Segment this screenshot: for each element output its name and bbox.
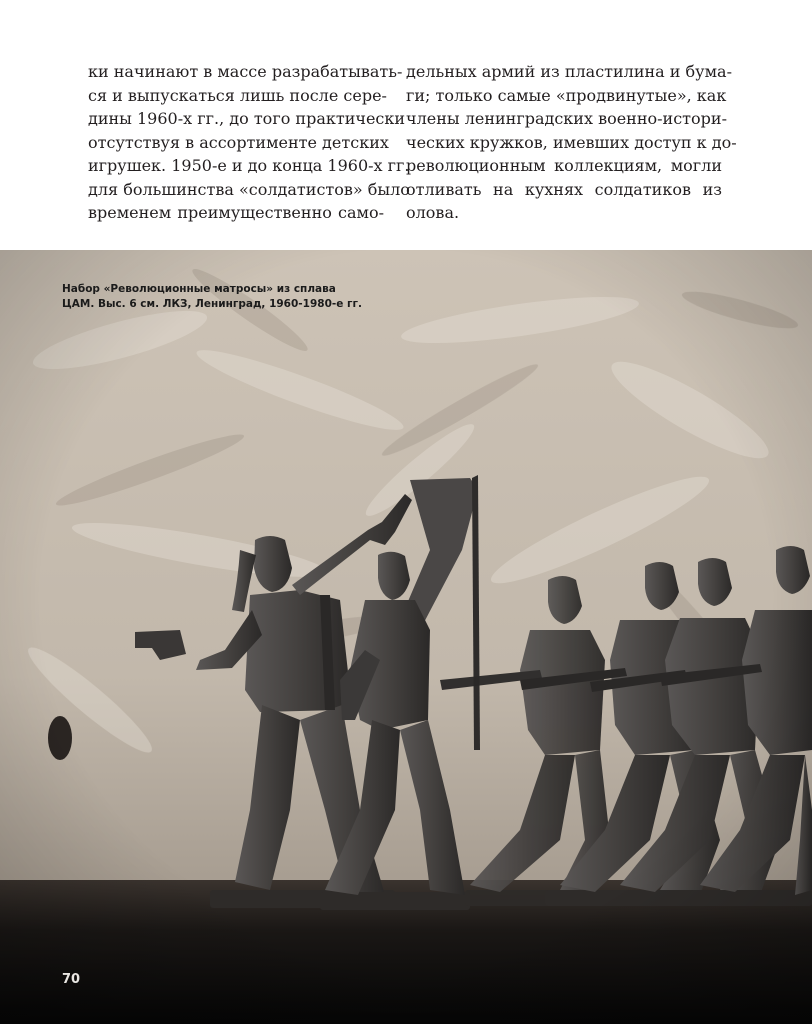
text-column-right (406, 60, 737, 225)
text-line: отсутствуя в ассортименте детских (88, 132, 389, 152)
text-line: дины 1960-х гг., до того практически (88, 109, 406, 128)
text-column-left (88, 60, 410, 225)
text-line: ки начинают в массе разрабатывать- (88, 62, 403, 81)
text-line: ся и выпускаться лишь после сере- (88, 85, 387, 105)
photo-illustration (0, 250, 812, 1024)
text-line: ческих кружков, имевших доступ к до- (406, 132, 737, 152)
page-number: 70 (62, 972, 81, 987)
text-line: отливать на кухнях солдатиков из (406, 179, 722, 199)
text-line: игрушек. 1950-е и до конца 1960-х гг. (88, 156, 410, 175)
text-line: революционным коллекциям, могли (406, 156, 722, 175)
caption-line: ЦАМ. Выс. 6 см. ЛКЗ, Ленинград, 1960-1980-е гг. (62, 298, 362, 310)
text-line: члены ленинградских военно-истори- (406, 109, 727, 128)
caption-line: Набор «Революционные матросы» из сплава (62, 283, 336, 295)
text-line: временем преимущественно само- (88, 203, 384, 222)
text-line: для большинства «солдатистов» было (88, 179, 410, 199)
photo-toy-soldiers (0, 250, 812, 1024)
text-line: олова. (406, 203, 460, 222)
text-line: дельных армий из пластилина и бума- (406, 62, 732, 81)
photo-caption (62, 282, 382, 312)
text-line: ги; только самые «продвинутые», как (406, 85, 727, 105)
